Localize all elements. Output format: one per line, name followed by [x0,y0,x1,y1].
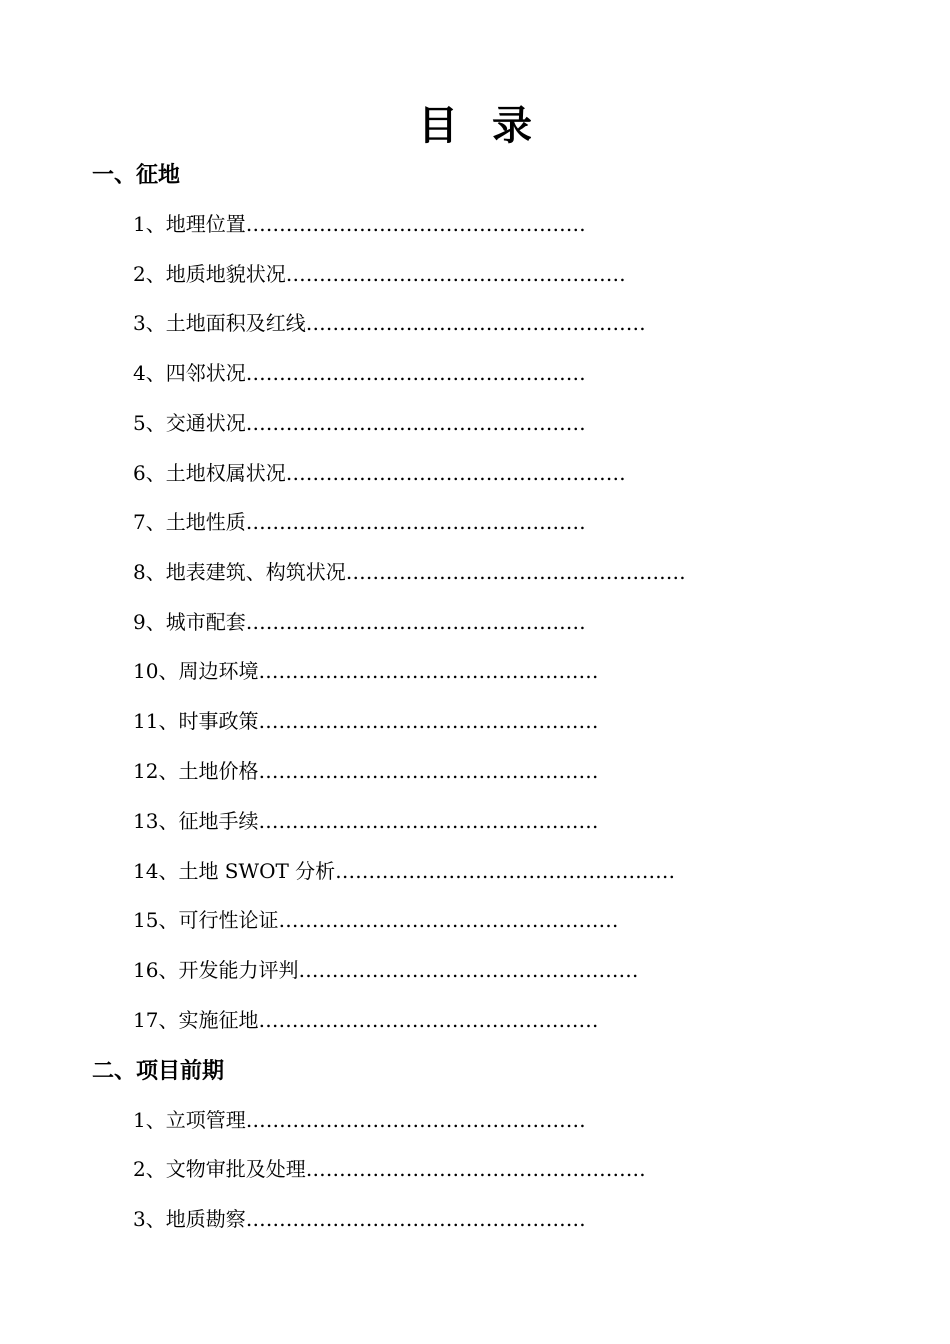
dot-leader: …………………………………………… [245,510,586,534]
title-char-1: 目 [418,103,458,149]
toc-entry[interactable] [133,359,586,387]
toc-entry-label: 2、文物审批及处理 [133,1157,306,1181]
dot-leader: …………………………………………… [245,1207,586,1231]
toc-entry-label: 15、可行性论证 [133,908,279,932]
toc-entry-label: 9、城市配套 [133,610,246,634]
dot-leader: …………………………………………… [305,311,646,335]
section-heading-1: 一、征地 [92,163,181,188]
dot-leader: …………………………………………… [345,560,686,584]
toc-entry[interactable] [133,558,686,586]
toc-entry-label: 13、征地手续 [133,809,259,833]
toc-entry[interactable] [133,1106,586,1134]
toc-entry-label: 10、周边环境 [133,659,259,683]
toc-entry[interactable] [133,1205,586,1233]
toc-entry[interactable] [133,857,675,885]
dot-leader: …………………………………………… [298,958,639,982]
dot-leader: …………………………………………… [305,1157,646,1181]
toc-entry[interactable] [133,260,626,288]
toc-entry[interactable] [133,657,598,685]
dot-leader: …………………………………………… [245,610,586,634]
dot-leader: …………………………………………… [258,659,599,683]
toc-entry[interactable] [133,210,586,238]
dot-leader: …………………………………………… [245,411,586,435]
dot-leader: …………………………………………… [258,1008,599,1032]
toc-entry[interactable] [133,757,598,785]
toc-entry-label: 14、土地 SWOT 分析 [133,859,336,883]
dot-leader: …………………………………………… [335,859,676,883]
section-heading-2: 二、项目前期 [92,1059,225,1084]
dot-leader: …………………………………………… [245,212,586,236]
dot-leader: …………………………………………… [278,908,619,932]
toc-entry-label: 8、地表建筑、构筑状况 [133,560,346,584]
toc-entry[interactable] [133,1155,646,1183]
toc-entry-label: 1、立项管理 [133,1108,246,1132]
dot-leader: …………………………………………… [245,1108,586,1132]
page-title [0,98,950,154]
toc-entry[interactable] [133,409,586,437]
dot-leader: …………………………………………… [245,361,586,385]
toc-entry-label: 3、土地面积及红线 [133,311,306,335]
dot-leader: …………………………………………… [285,461,626,485]
title-char-2: 录 [492,103,532,149]
toc-entry-label: 7、土地性质 [133,510,246,534]
toc-entry[interactable] [133,508,586,536]
toc-entry[interactable] [133,807,598,835]
toc-entry-label: 2、地质地貌状况 [133,262,286,286]
toc-entry-label: 5、交通状况 [133,411,246,435]
toc-entry-label: 4、四邻状况 [133,361,246,385]
toc-entry-label: 16、开发能力评判 [133,958,299,982]
toc-entry-label: 6、土地权属状况 [133,461,286,485]
toc-entry[interactable] [133,309,646,337]
toc-entry[interactable] [133,459,626,487]
toc-entry-label: 11、时事政策 [133,709,259,733]
toc-entry-label: 17、实施征地 [133,1008,259,1032]
toc-entry[interactable] [133,906,618,934]
toc-entry[interactable] [133,707,598,735]
toc-entry[interactable] [133,956,638,984]
toc-entry-label: 12、土地价格 [133,759,259,783]
dot-leader: …………………………………………… [285,262,626,286]
dot-leader: …………………………………………… [258,809,599,833]
toc-entry-label: 1、地理位置 [133,212,246,236]
dot-leader: …………………………………………… [258,759,599,783]
dot-leader: …………………………………………… [258,709,599,733]
toc-entry[interactable] [133,1006,598,1034]
toc-entry-label: 3、地质勘察 [133,1207,246,1231]
toc-entry[interactable] [133,608,586,636]
